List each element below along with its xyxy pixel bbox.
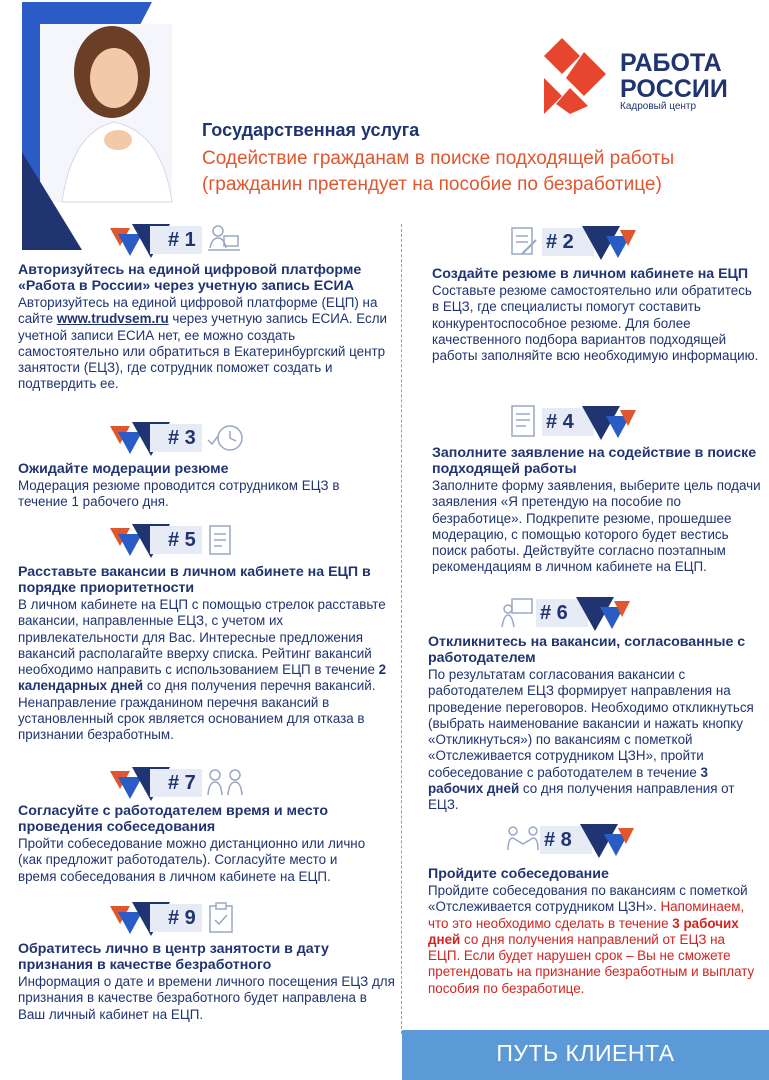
step-9 <box>18 941 396 1023</box>
column-divider <box>401 224 402 1034</box>
step-4-title: Заполните заявление на содействие в поиске подходящей работы <box>432 445 757 477</box>
step-4-text: Заполните форму заявления, выберите цель подачи заявления «Я претендую на пособие по безработице». Подкрепите резюме, прошедшее модерацию, с помощью которого будет вестись поиск работы. Действуйте согласно поэтапным рекомендациям в личном кабинете на ЕЦП. <box>432 478 761 575</box>
step-1-text: Авторизуйтесь на единой цифровой платформе (ЕЦП) на сайте www.trudvsem.ru через учетную запись ЕСИА. Если учетной записи ЕСИА нет, ее можно создать самостоятельно или обратиться в Екатеринбургский центр занятости (ЕЦЗ), где сотрудник поможет создать и подтвердить ее. <box>18 295 387 392</box>
person-at-desk-icon <box>206 224 240 256</box>
step-6 <box>428 634 758 814</box>
step-5 <box>18 564 396 744</box>
step-7 <box>18 803 396 885</box>
logo-mark-icon <box>540 38 610 113</box>
resume-icon <box>508 226 538 258</box>
step-2-title: Создайте резюме в личном кабинете на ЕЦП <box>432 266 749 282</box>
step-8 <box>428 866 763 997</box>
step-1-title: Авторизуйтесь на единой цифровой платформе «Работа в России» через учетную запись ЕСИА <box>18 262 362 294</box>
step-6-title: Откликнитесь на вакансии, согласованные с работодателем <box>428 634 746 666</box>
step-5-badge: # 5 <box>110 520 250 560</box>
presentation-icon <box>502 597 534 629</box>
step-9-title: Обратитесь лично в центр занятости в дату признания в качестве безработного <box>18 941 329 973</box>
step-1-badge: # 1 <box>110 220 250 260</box>
step-3-title: Ожидайте модерации резюме <box>18 461 229 477</box>
step-2-badge: # 2 <box>508 222 636 262</box>
step-1 <box>18 262 396 393</box>
logo-title: РАБОТА РОССИИ <box>620 49 728 103</box>
step-8-badge: # 8 <box>506 820 634 860</box>
logo-subtitle: Кадровый центр <box>620 101 697 112</box>
trudvsem-link[interactable]: www.trudvsem.ru <box>56 311 169 327</box>
step-4-badge: # 4 <box>508 402 636 442</box>
handshake-icon <box>506 824 540 856</box>
step-3 <box>18 461 396 511</box>
step-6-badge: # 6 <box>502 593 630 633</box>
step-9-text: Информация о дате и времени личного посещения ЕЦЗ для признания в качестве безработного будет направлена в Ваш личный кабинет на ЕЦП. <box>18 974 395 1022</box>
step-3-text: Модерация резюме проводится сотрудником ЕЦЗ в течение 1 рабочего дня. <box>18 478 340 510</box>
step-5-title: Расставьте вакансии в личном кабинете на ЕЦП в порядке приоритетности <box>18 564 371 596</box>
step-2 <box>432 266 762 364</box>
hero-photo <box>22 2 200 250</box>
step-7-text: Пройти собеседование можно дистанционно или лично (как предложит работодатель). Согласуйте место и время собеседования в личном кабинете на ЕЦП. <box>18 836 366 884</box>
step-2-text: Составьте резюме самостоятельно или обратитесь в ЕЦЗ, где специалисты помогут составить конкурентоспособное резюме. Для более качественного подбора вариантов подходящей работы заполняйте всю необходимую информацию. <box>432 283 759 364</box>
step-7-title: Согласуйте с работодателем время и место проведения собеседования <box>18 803 329 835</box>
step-9-badge: # 9 <box>110 898 250 938</box>
step-8-text: Пройдите собеседования по вакансиям с пометкой «Отслеживается сотрудником ЦЗН». Напоминаем, что это необходимо сделать в течение 3 рабочих дней со дня получения направлений от ЕЦЗ на ЕЦП. Если будет нарушен срок – Вы не сможете претендовать на признание безработным и выплату пособия по безработице. <box>428 883 755 996</box>
meeting-icon <box>206 767 244 799</box>
document-list-icon <box>206 524 236 556</box>
client-path-banner: ПУТЬ КЛИЕНТА <box>402 1030 769 1080</box>
step-8-warning: Напоминаем, что это необходимо сделать в течение 3 рабочих дней со дня получения направлений от ЕЦЗ на ЕЦП. Если будет нарушен срок – Вы не сможете претендовать на признание безработным и выплату пособия по безработице. <box>428 899 755 996</box>
service-title: Государственная услуга <box>202 120 420 140</box>
step-4 <box>432 445 762 576</box>
service-subtitle: Содействие гражданам в поиске подходящей работы (гражданин претендует на пособие по безработице) <box>202 148 675 195</box>
checklist-icon <box>206 902 236 934</box>
clock-check-icon <box>206 422 246 454</box>
step-8-title: Пройдите собеседование <box>428 866 609 882</box>
step-5-text: В личном кабинете на ЕЦП с помощью стрелок расставьте вакансии, направленные ЕЦЗ, с учетом их привлекательности для Вас. Интересные предложения вакансий располагайте вверху списка. Рейтинг вакансий необходимо направить с использованием ЕЦП в течение 2 календарных дней со дня получения перечня вакансий. Ненаправление гражданином перечня вакансий в установленный срок является основанием для отказа в признании безработным. <box>18 597 387 743</box>
application-form-icon <box>508 404 538 438</box>
step-6-text: По результатам согласования вакансии с работодателем ЕЦЗ формирует направления на проведение переговоров. Необходимо откликнуться (выбрать наименование вакансии и нажать кнопку «Откликнуться») по вакансиям с пометкой «Отслеживается сотрудником ЦЗН», пройти собеседование с работодателем в течение 3 рабочих дней со дня получения направления от ЕЦЗ. <box>428 667 754 813</box>
step-7-badge: # 7 <box>110 763 250 803</box>
step-3-badge: # 3 <box>110 418 250 458</box>
